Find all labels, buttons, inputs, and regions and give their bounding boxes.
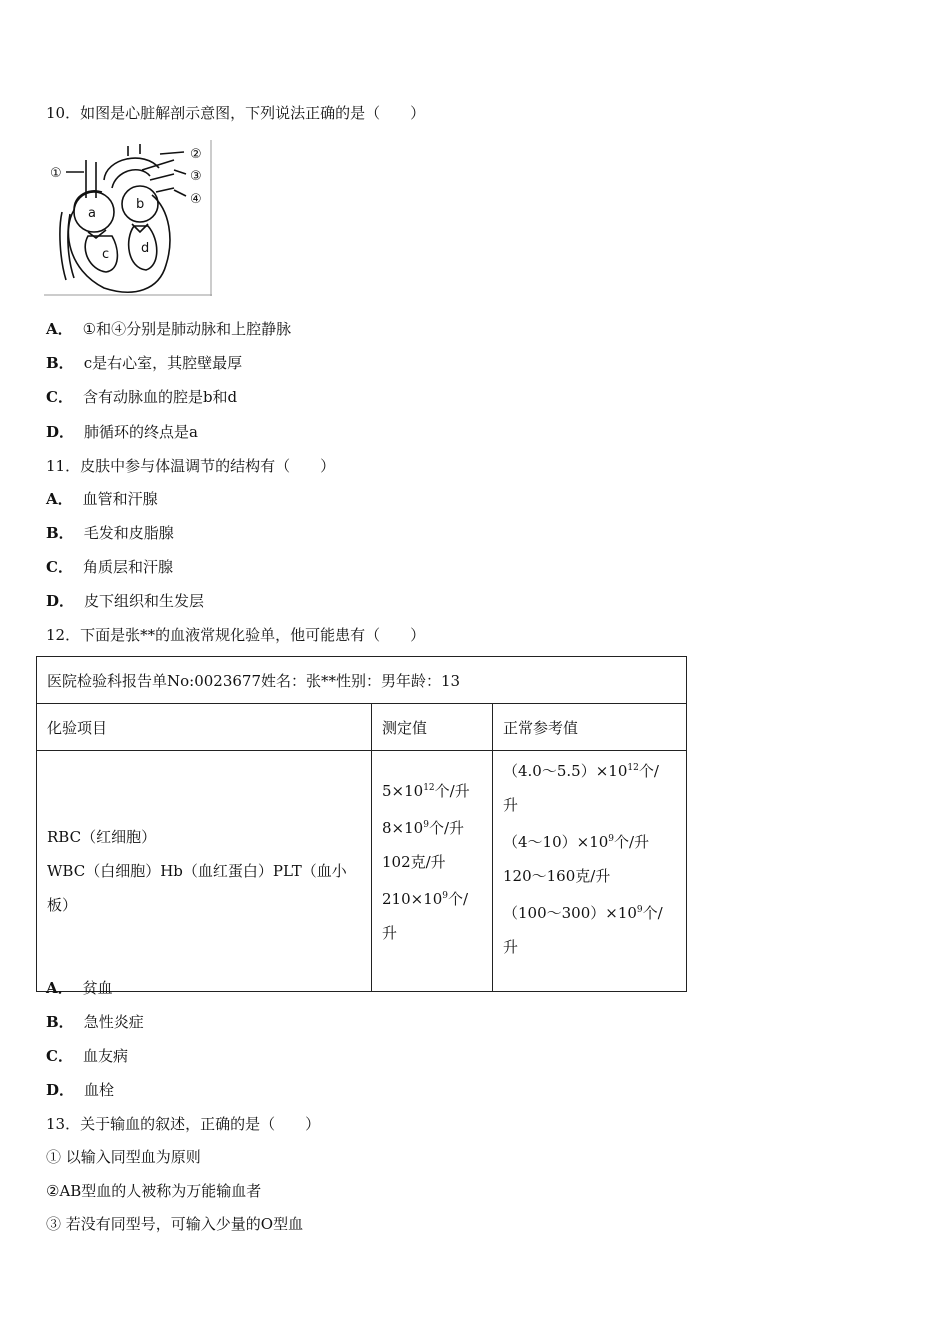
report-title: 医院检验科报告单No:0023677姓名：张**性别：男年龄：13 — [37, 657, 687, 704]
q13-statement-3: ③ 若没有同型号，可输入少量的O型血 — [46, 1215, 304, 1233]
header-measured: 测定值 — [372, 704, 493, 751]
q10-option-c[interactable]: C． 含有动脉血的腔是b和d — [46, 388, 238, 406]
q12-option-d[interactable]: D． 血栓 — [46, 1081, 115, 1099]
q10-option-a[interactable]: A． ①和④分别是肺动脉和上腔静脉 — [46, 320, 292, 338]
header-item: 化验项目 — [37, 704, 372, 751]
label-d: d — [141, 241, 150, 256]
q11-option-c[interactable]: C． 角质层和汗腺 — [46, 558, 173, 576]
q13-statement-2: ②AB型血的人被称为万能输血者 — [46, 1182, 262, 1200]
cell-measured: $5\times 10^{12}$个/升 $8\times 10^9$个/升 102克/升 $210\times 10^9$个/ 升 — [372, 751, 493, 992]
label-1: ① — [50, 166, 62, 181]
cell-reference: $(4.0\sim 5.5)\times 10^{12}$个/ 升 $(4\sim 10)\times 10^9$个/升 120～160克/升 $(100\sim 300)\times 10^9$个/ 升 — [493, 751, 687, 992]
label-2: ② — [190, 147, 202, 162]
q12-stem: 12．下面是张**的血液常规化验单，他可能患有（ ） — [46, 626, 426, 644]
blood-report-table — [36, 656, 687, 992]
label-b: b — [136, 197, 145, 212]
q10-stem: 10．如图是心脏解剖示意图，下列说法正确的是（ ） — [46, 104, 426, 122]
q11-option-a[interactable]: A． 血管和汗腺 — [46, 490, 158, 508]
q12-option-c[interactable]: C． 血友病 — [46, 1047, 128, 1065]
q10-option-b[interactable]: B． c是右心室，其腔壁最厚 — [46, 354, 243, 372]
q11-stem: 11．皮肤中参与体温调节的结构有（ ） — [46, 457, 336, 475]
heart-diagram — [44, 140, 212, 296]
label-a: a — [88, 206, 96, 221]
label-3: ③ — [190, 169, 202, 184]
q11-option-d[interactable]: D． 皮下组织和生发层 — [46, 592, 205, 610]
header-reference: 正常参考值 — [493, 704, 687, 751]
q12-option-b[interactable]: B． 急性炎症 — [46, 1013, 144, 1031]
q10-option-d[interactable]: D． 肺循环的终点是a — [46, 423, 198, 441]
q11-option-b[interactable]: B． 毛发和皮脂腺 — [46, 524, 174, 542]
label-4: ④ — [190, 192, 202, 207]
q13-stem: 13．关于输血的叙述，正确的是（ ） — [46, 1115, 321, 1133]
q13-statement-1: ① 以输入同型血为原则 — [46, 1148, 201, 1166]
q12-option-a[interactable]: A． 贫血 — [46, 979, 113, 997]
cell-items: RBC（红细胞） WBC（白细胞）Hb（血红蛋白）PLT（血小 板） — [37, 751, 372, 992]
label-c: c — [102, 247, 110, 262]
